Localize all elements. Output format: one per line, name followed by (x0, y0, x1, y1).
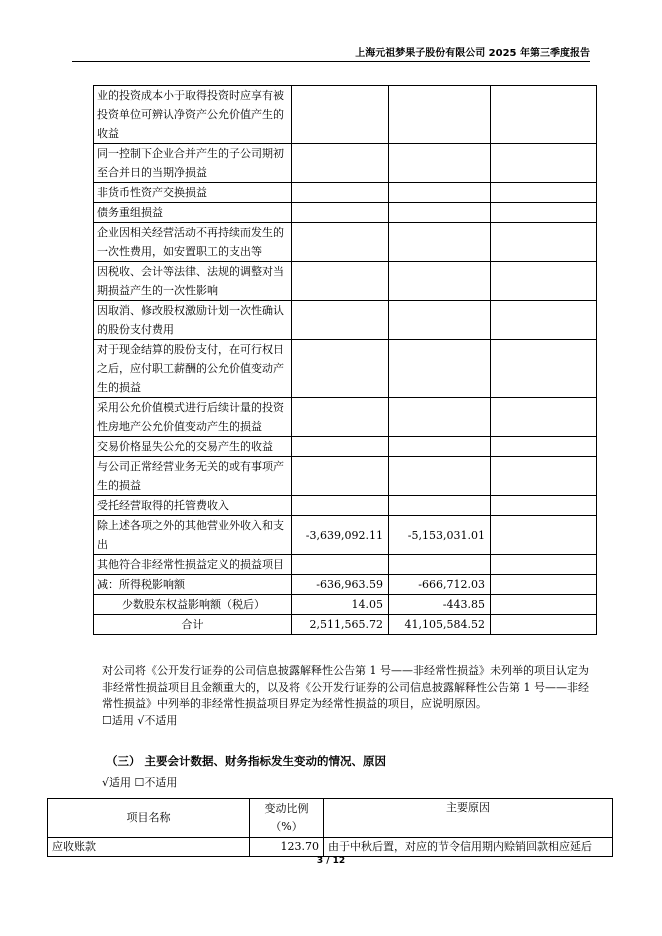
row-label: 业的投资成本小于取得投资时应享有被投资单位可辨认净资产公允价值产生的收益 (94, 86, 292, 144)
ytd-value: -443.85 (389, 595, 491, 615)
ytd-value (389, 262, 491, 301)
current-period-value (292, 183, 389, 203)
row-label: 企业因相关经营活动不再持续而发生的一次性费用，如安置职工的支出等 (94, 223, 292, 262)
table-row (94, 457, 597, 496)
current-period-value (292, 555, 389, 575)
ytd-value: 41,105,584.52 (389, 615, 491, 635)
current-period-value (292, 496, 389, 516)
row-label: 合计 (94, 615, 292, 635)
table-row (94, 223, 597, 262)
note-paragraph (102, 663, 594, 729)
table-row (94, 144, 597, 183)
remark (491, 496, 597, 516)
current-period-value (292, 301, 389, 340)
ytd-value (389, 340, 491, 398)
page-header: 上海元祖梦果子股份有限公司 2025 年第三季度报告 (72, 44, 590, 62)
section-title: （三） 主要会计数据、财务指标发生变动的情况、原因 (106, 754, 387, 768)
note-applicability: ☐适用 √不适用 (102, 713, 178, 727)
table-row (94, 516, 597, 555)
remark (491, 223, 597, 262)
current-period-value (292, 262, 389, 301)
ytd-value (389, 457, 491, 496)
current-period-value (292, 340, 389, 398)
ytd-value (389, 203, 491, 223)
main-reason: 由于中秋后置，对应的节令信用期内赊销回款相应延后 (324, 838, 613, 857)
current-period-value (292, 144, 389, 183)
note-text: 对公司将《公开发行证券的公司信息披露解释性公告第 1 号——非经常性损益》未列举的项目认定为非经常性损益项目且金额重大的，以及将《公开发行证券的公司信息披露解释性公告第 1 号——非经常性损益》中列举的非经常性损益项目界定为经常性损益的项目，应说明原因。 (102, 664, 589, 710)
remark (491, 575, 597, 595)
item-name: 应收账款 (48, 838, 250, 857)
remark (491, 437, 597, 457)
ytd-value (389, 223, 491, 262)
table-row (94, 398, 597, 437)
row-label: 其他符合非经常性损益定义的损益项目 (94, 555, 292, 575)
ytd-value (389, 555, 491, 575)
remark (491, 144, 597, 183)
ytd-value: -5,153,031.01 (389, 516, 491, 555)
ytd-value (389, 301, 491, 340)
current-period-value: -3,639,092.11 (292, 516, 389, 555)
row-label: 少数股东权益影响额（税后） (94, 595, 292, 615)
change-ratio: 123.70 (250, 838, 324, 857)
row-label: 除上述各项之外的其他营业外收入和支出 (94, 516, 292, 555)
ytd-value (389, 86, 491, 144)
row-label: 交易价格显失公允的交易产生的收益 (94, 437, 292, 457)
current-period-value (292, 223, 389, 262)
remark (491, 301, 597, 340)
non-recurring-items-table (93, 85, 597, 635)
table-row (94, 86, 597, 144)
row-label: 受托经营取得的托管费收入 (94, 496, 292, 516)
current-period-value (292, 398, 389, 437)
table-row (94, 262, 597, 301)
remark (491, 86, 597, 144)
header-item-name: 项目名称 (48, 799, 250, 838)
header-change-ratio: 变动比例（%） (250, 799, 324, 838)
changes-table (47, 798, 613, 857)
row-label: 与公司正常经营业务无关的或有事项产生的损益 (94, 457, 292, 496)
remark (491, 203, 597, 223)
remark (491, 183, 597, 203)
remark (491, 516, 597, 555)
row-label: 债务重组损益 (94, 203, 292, 223)
current-period-value (292, 437, 389, 457)
current-period-value: 2,511,565.72 (292, 615, 389, 635)
remark (491, 555, 597, 575)
table-row (48, 838, 613, 857)
table-row (94, 437, 597, 457)
table-row (94, 595, 597, 615)
table-header-row (48, 799, 613, 838)
section-applicability: √适用 ☐不适用 (102, 776, 178, 789)
table-row (94, 203, 597, 223)
current-period-value (292, 203, 389, 223)
row-label: 非货币性资产交换损益 (94, 183, 292, 203)
row-label: 因税收、会计等法律、法规的调整对当期损益产生的一次性影响 (94, 262, 292, 301)
remark (491, 595, 597, 615)
ytd-value (389, 398, 491, 437)
ytd-value (389, 496, 491, 516)
ytd-value (389, 183, 491, 203)
ytd-value (389, 144, 491, 183)
table-row (94, 340, 597, 398)
table-row (94, 575, 597, 595)
current-period-value (292, 457, 389, 496)
current-period-value (292, 86, 389, 144)
row-label: 同一控制下企业合并产生的子公司期初至合并日的当期净损益 (94, 144, 292, 183)
row-label: 采用公允价值模式进行后续计量的投资性房地产公允价值变动产生的损益 (94, 398, 292, 437)
page-number: 3 / 12 (316, 856, 346, 866)
remark (491, 262, 597, 301)
table-row (94, 555, 597, 575)
row-label: 因取消、修改股权激励计划一次性确认的股份支付费用 (94, 301, 292, 340)
current-period-value: 14.05 (292, 595, 389, 615)
remark (491, 615, 597, 635)
table-total-row (94, 615, 597, 635)
table-row (94, 301, 597, 340)
current-period-value: -636,963.59 (292, 575, 389, 595)
remark (491, 340, 597, 398)
ytd-value (389, 437, 491, 457)
remark (491, 457, 597, 496)
row-label: 对于现金结算的股份支付，在可行权日之后，应付职工薪酬的公允价值变动产生的损益 (94, 340, 292, 398)
remark (491, 398, 597, 437)
header-main-reason: 主要原因 (324, 799, 613, 838)
table-row (94, 183, 597, 203)
table-row (94, 496, 597, 516)
row-label: 减：所得税影响额 (94, 575, 292, 595)
ytd-value: -666,712.03 (389, 575, 491, 595)
